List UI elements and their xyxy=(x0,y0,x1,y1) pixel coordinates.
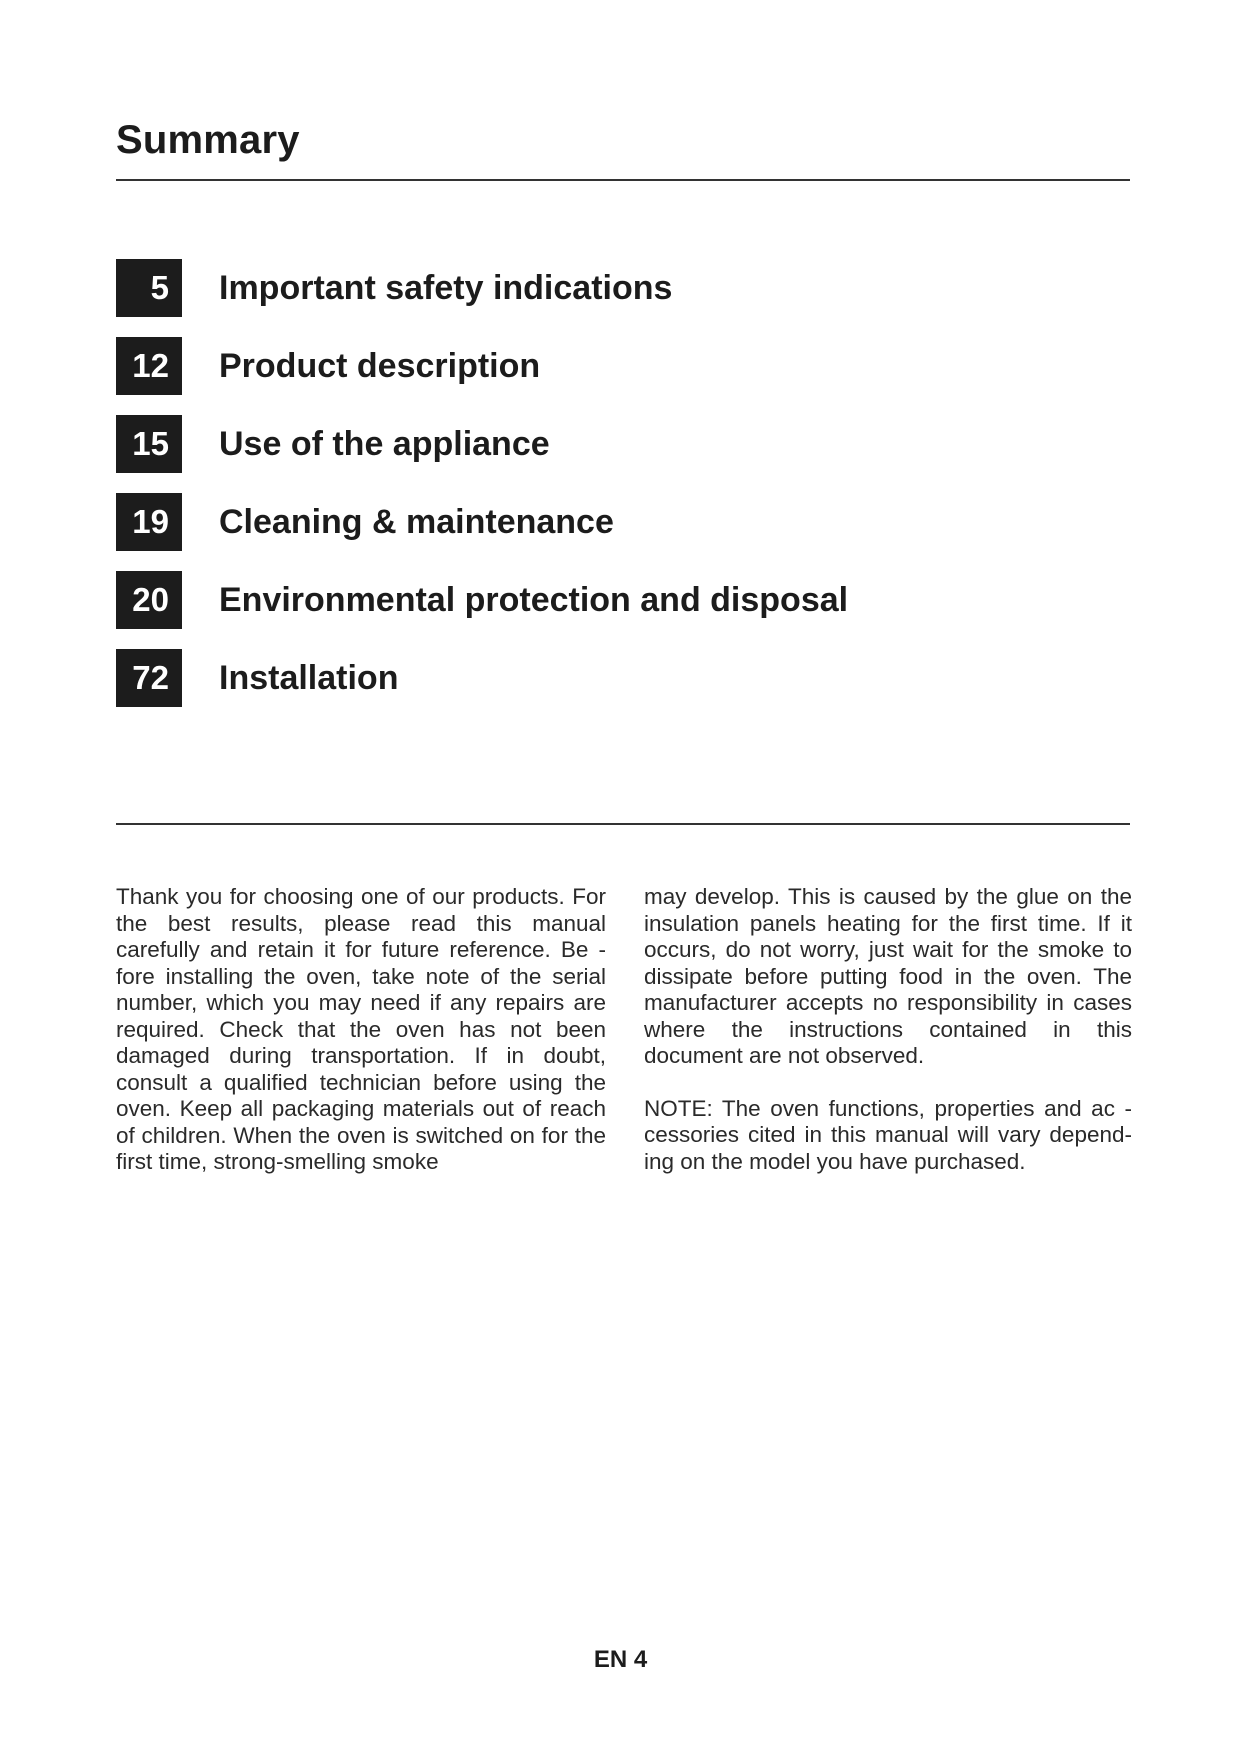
intro-paragraph: Thank you for choosing one of our products. For the best results, please read this manual carefully and retain it for future reference. Be - fore installing the oven, take note of the serial number, which you may need if any repairs are required. Check that the oven has not been damaged during transportation. If in doubt, consult a qualified technician before using the oven. Keep all packaging materials out of reach of children. When the oven is switched on for the first time, strong-smelling smoke xyxy=(116,884,606,1174)
toc-item-label: Cleaning & maintenance xyxy=(219,502,614,541)
table-of-contents xyxy=(116,259,1116,727)
toc-page-number: 12 xyxy=(116,337,182,395)
toc-item-use-of-appliance[interactable] xyxy=(116,415,1116,473)
page-number: EN 4 xyxy=(593,1646,648,1673)
toc-item-label: Important safety indications xyxy=(219,268,673,307)
intro-left-column xyxy=(116,884,606,1176)
top-divider xyxy=(116,179,1130,181)
toc-item-safety[interactable] xyxy=(116,259,1116,317)
toc-item-label: Environmental protection and disposal xyxy=(219,580,849,619)
intro-paragraph-continued: may develop. This is caused by the glue on the insulation panels heating for the first time. If it occurs, do not worry, just wait for the smoke to dissipate before putting food in the oven. The manufacturer accepts no responsibility in cases where the instructions contained in this document are not observed. xyxy=(644,884,1132,1068)
toc-item-label: Use of the appliance xyxy=(219,424,550,463)
bottom-divider xyxy=(116,823,1130,825)
toc-page-number: 20 xyxy=(116,571,182,629)
toc-page-number: 5 xyxy=(116,259,182,317)
toc-item-label: Product description xyxy=(219,346,541,385)
toc-item-installation[interactable] xyxy=(116,649,1116,707)
intro-right-column xyxy=(644,884,1132,1175)
toc-item-environmental[interactable] xyxy=(116,571,1116,629)
toc-item-label: Installation xyxy=(219,658,399,697)
toc-page-number: 19 xyxy=(116,493,182,551)
intro-note: NOTE: The oven functions, properties and ac - cessories cited in this manual will vary depend- ing on the model you have purchased. xyxy=(644,1095,1132,1174)
toc-item-cleaning[interactable] xyxy=(116,493,1116,551)
toc-page-number: 15 xyxy=(116,415,182,473)
toc-page-number: 72 xyxy=(116,649,182,707)
page-title: Summary xyxy=(116,118,300,162)
toc-item-product-description[interactable] xyxy=(116,337,1116,395)
